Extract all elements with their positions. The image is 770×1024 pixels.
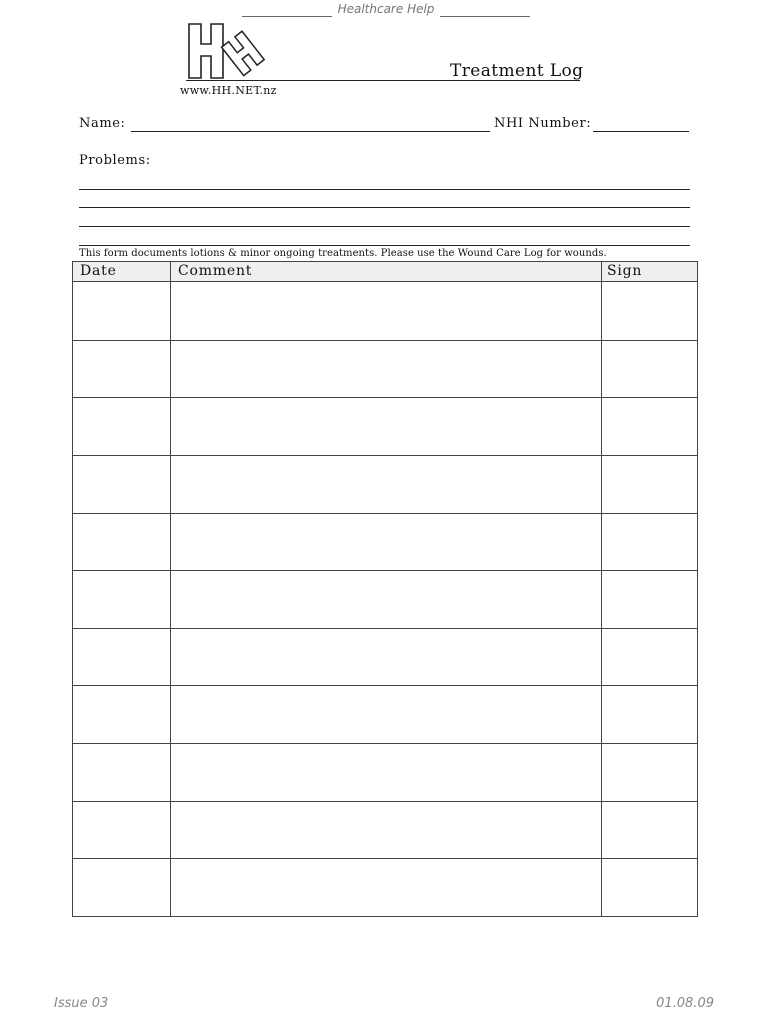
- header-rule-left: [242, 16, 332, 17]
- table-row-separator: [73, 858, 697, 859]
- top-header: [242, 2, 530, 20]
- table-row-separator: [73, 570, 697, 571]
- hh-logo: [186, 20, 272, 80]
- issue-number: Issue 03: [54, 996, 109, 1011]
- problems-line-3[interactable]: [79, 226, 690, 227]
- table-row-separator: [73, 513, 697, 514]
- table-row-separator: [73, 340, 697, 341]
- problems-label: Problems:: [79, 153, 151, 168]
- column-divider-date: [170, 262, 171, 916]
- table-header: [73, 262, 697, 282]
- table-row-separator: [73, 628, 697, 629]
- column-divider-sign: [601, 262, 602, 916]
- header-rule-right: [440, 16, 530, 17]
- website-url: www.HH.NET.nz: [180, 84, 277, 97]
- table-row-separator: [73, 455, 697, 456]
- problems-line-1[interactable]: [79, 189, 690, 190]
- column-header-sign: Sign: [607, 263, 643, 279]
- problems-line-2[interactable]: [79, 207, 690, 208]
- column-header-date: Date: [80, 263, 117, 279]
- issue-date: 01.08.09: [656, 996, 714, 1011]
- header-text: Healthcare Help: [337, 2, 435, 16]
- table-row-separator: [73, 743, 697, 744]
- treatment-log-table: [72, 261, 698, 917]
- table-row-separator: [73, 397, 697, 398]
- form-note: This form documents lotions & minor ongoing treatments. Please use the Wound Care Log for wounds.: [79, 248, 607, 259]
- table-row-separator: [73, 685, 697, 686]
- nhi-label: NHI Number:: [494, 116, 592, 131]
- name-label: Name:: [79, 116, 126, 131]
- page-title: Treatment Log: [450, 61, 584, 81]
- column-header-comment: Comment: [178, 263, 253, 279]
- nhi-field-line[interactable]: [593, 131, 689, 132]
- name-field-line[interactable]: [131, 131, 490, 132]
- problems-line-4[interactable]: [79, 245, 690, 246]
- table-row-separator: [73, 801, 697, 802]
